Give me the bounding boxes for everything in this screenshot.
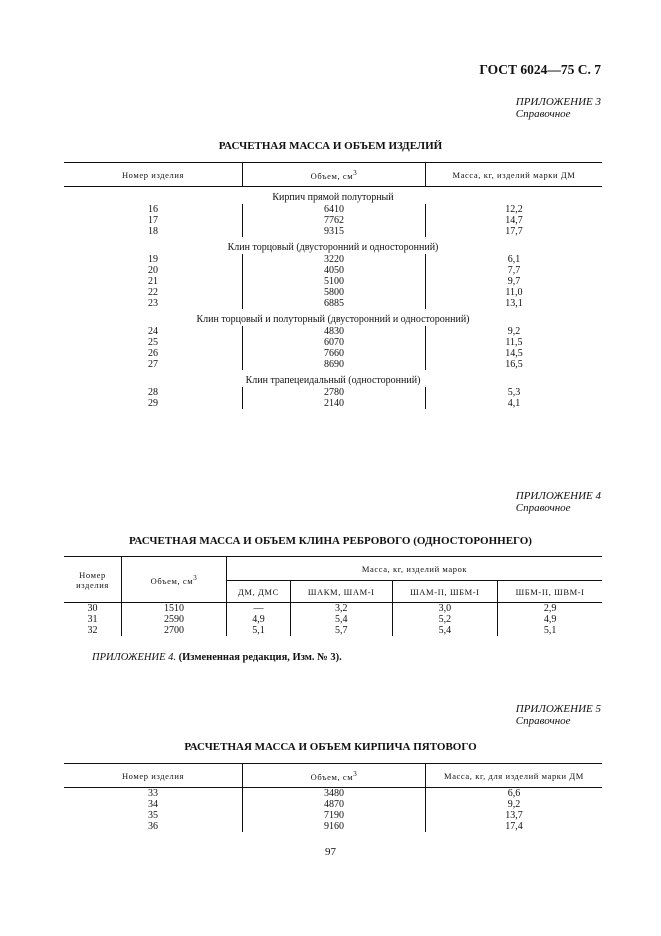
- cell-mass: 16,5: [426, 359, 603, 370]
- section-title: Клин торцовый и полуторный (двусторонний и односторонний): [196, 314, 470, 325]
- cell-mass: 5,3: [426, 387, 603, 398]
- cell-volume: 3220: [243, 254, 426, 265]
- cell-mass: 4,1: [426, 398, 603, 409]
- cell-volume: 6410: [243, 204, 426, 215]
- section-title: Кирпич прямой полуторный: [272, 192, 394, 203]
- cell-mass-shakm: 5,4: [290, 614, 392, 625]
- t5-col-mass: Масса, кг, для изделий марки ДМ: [426, 764, 603, 788]
- appendix3-title: РАСЧЕТНАЯ МАССА И ОБЪЕМ ИЗДЕЛИЙ: [218, 140, 443, 152]
- cell-number: 19: [148, 254, 158, 265]
- appendix4-label-block: [516, 490, 601, 514]
- cell-number: 26: [148, 348, 158, 359]
- table-row: [64, 788, 602, 800]
- t4-col-num: Номер изделия: [64, 557, 122, 603]
- cell-volume: 2590: [122, 614, 227, 625]
- appendix3-table: [64, 162, 602, 409]
- table-row: [64, 799, 602, 810]
- table-row: [64, 810, 602, 821]
- table-row: [64, 614, 602, 625]
- page-number: 97: [325, 846, 336, 858]
- cell-number: 35: [148, 810, 158, 821]
- section-header-row: [64, 309, 602, 326]
- t4-mark-3: ШБМ-II, ШВМ-I: [498, 581, 602, 603]
- cell-volume: 2700: [122, 625, 227, 636]
- cell-number: 25: [148, 337, 158, 348]
- t4-col-mass: Масса, кг, изделий марок: [227, 557, 603, 581]
- appendix4-label: ПРИЛОЖЕНИЕ 4: [515, 490, 601, 502]
- cell-mass: 6,1: [426, 254, 603, 265]
- cell-number: 29: [148, 398, 158, 409]
- cell-number: 16: [148, 204, 158, 215]
- cell-number: 17: [148, 215, 158, 226]
- t4-col-vol: Объем, $см^3$: [122, 557, 227, 603]
- cell-volume: 7762: [243, 215, 426, 226]
- table-row: [64, 326, 602, 337]
- cell-number: 18: [148, 226, 158, 237]
- cell-mass-sham2: 5,4: [392, 625, 498, 636]
- cell-number: 20: [148, 265, 158, 276]
- cell-mass: 9,2: [426, 326, 603, 337]
- cell-mass: 7,7: [426, 265, 603, 276]
- page-header: ГОСТ 6024—75 С. 7: [479, 62, 601, 77]
- cell-number: 23: [148, 298, 158, 309]
- table-row: [64, 387, 602, 398]
- table-row: [64, 287, 602, 298]
- cell-number: 33: [148, 788, 158, 799]
- section-header-row: [64, 237, 602, 254]
- cell-mass: 13,1: [426, 298, 603, 309]
- cell-number: 32: [87, 625, 98, 636]
- cell-volume: 5800: [243, 287, 426, 298]
- appendix4-sub: Справочное: [515, 502, 571, 514]
- cell-mass: 11,0: [426, 287, 603, 298]
- cell-number: 22: [148, 287, 158, 298]
- table-row: [64, 276, 602, 287]
- appendix4-note: [92, 652, 342, 663]
- t3-col-num: Номер изделия: [121, 169, 185, 180]
- table-row: [64, 348, 602, 359]
- cell-mass-sham2: 5,2: [392, 614, 498, 625]
- t5-col-num: Номер изделия: [121, 770, 185, 781]
- section-title: Клин торцовый (двусторонний и односторонний): [227, 242, 439, 253]
- table-row: [64, 226, 602, 237]
- cell-mass-shakm: 3,2: [290, 603, 392, 615]
- cell-mass-dm: —: [227, 603, 291, 615]
- section-header-row: [64, 370, 602, 387]
- t4-mark-1: ШАКМ, ШАМ-I: [290, 581, 392, 603]
- cell-volume: 9315: [243, 226, 426, 237]
- cell-volume: 4050: [243, 265, 426, 276]
- cell-volume: 4870: [243, 799, 426, 810]
- cell-volume: 4830: [243, 326, 426, 337]
- appendix5-label-block: [516, 703, 601, 727]
- cell-mass: 9,2: [426, 799, 603, 810]
- appendix3-sub: Справочное: [515, 108, 571, 120]
- appendix5-title: РАСЧЕТНАЯ МАССА И ОБЪЕМ КИРПИЧА ПЯТОВОГО: [184, 741, 477, 753]
- cell-mass-shakm: 5,7: [290, 625, 392, 636]
- t4-mark-2: ШАМ-II, ШБМ-I: [392, 581, 498, 603]
- appendix5-sub: Справочное: [515, 715, 571, 727]
- appendix3-label-block: [516, 96, 601, 120]
- cell-volume: 6070: [243, 337, 426, 348]
- table-row: [64, 254, 602, 265]
- section-header-row: [64, 187, 602, 205]
- appendix4-title: РАСЧЕТНАЯ МАССА И ОБЪЕМ КЛИНА РЕБРОВОГО (ОДНОСТОРОННЕГО): [129, 535, 532, 547]
- cell-mass-dm: 5,1: [227, 625, 291, 636]
- appendix4-note-bold: (Измененная редакция, Изм. № 3).: [178, 652, 342, 663]
- cell-volume: 7660: [243, 348, 426, 359]
- cell-number: 21: [148, 276, 158, 287]
- cell-mass-dm: 4,9: [227, 614, 291, 625]
- cell-volume: 9160: [243, 821, 426, 832]
- cell-number: 36: [148, 821, 158, 832]
- section-title: Клин трапецеидальный (односторонний): [245, 375, 421, 386]
- cell-mass: 14,5: [426, 348, 603, 359]
- cell-mass-shbm2: 2,9: [498, 603, 602, 615]
- cell-mass: 13,7: [426, 810, 603, 821]
- cell-volume: 1510: [122, 603, 227, 615]
- cell-mass: 9,7: [426, 276, 603, 287]
- cell-number: 34: [148, 799, 158, 810]
- cell-mass: 17,7: [426, 226, 603, 237]
- table-row: [64, 215, 602, 226]
- cell-number: 24: [148, 326, 158, 337]
- t3-col-mass: Масса, кг, изделий марки ДМ: [426, 163, 603, 187]
- cell-volume: 5100: [243, 276, 426, 287]
- t4-mark-0: ДМ, ДМС: [227, 581, 291, 603]
- cell-number: 28: [148, 387, 158, 398]
- appendix5-label: ПРИЛОЖЕНИЕ 5: [515, 703, 601, 715]
- table-row: [64, 337, 602, 348]
- cell-volume: 6885: [243, 298, 426, 309]
- cell-number: 30: [87, 603, 98, 614]
- table-row: [64, 298, 602, 309]
- cell-mass: 14,7: [426, 215, 603, 226]
- t3-col-vol: Объем, $см^3$: [243, 163, 426, 187]
- appendix3-label: ПРИЛОЖЕНИЕ 3: [515, 96, 601, 108]
- cell-mass: 6,6: [426, 788, 603, 800]
- cell-mass: 17,4: [426, 821, 603, 832]
- cell-volume: 2780: [243, 387, 426, 398]
- table-row: [64, 625, 602, 636]
- cell-volume: 2140: [243, 398, 426, 409]
- table-row: [64, 204, 602, 215]
- cell-mass-shbm2: 4,9: [498, 614, 602, 625]
- cell-mass-sham2: 3,0: [392, 603, 498, 615]
- appendix5-table: [64, 763, 602, 832]
- cell-mass: 11,5: [426, 337, 603, 348]
- cell-mass-shbm2: 5,1: [498, 625, 602, 636]
- cell-volume: 8690: [243, 359, 426, 370]
- appendix4-table: [64, 556, 602, 636]
- table-row: [64, 398, 602, 409]
- table-row: [64, 359, 602, 370]
- t5-col-vol: Объем, $см^3$: [243, 764, 426, 788]
- table-row: [64, 821, 602, 832]
- cell-volume: 7190: [243, 810, 426, 821]
- table-row: [64, 603, 602, 615]
- cell-number: 27: [148, 359, 158, 370]
- appendix4-note-italic: ПРИЛОЖЕНИЕ 4.: [92, 652, 176, 663]
- cell-mass: 12,2: [426, 204, 603, 215]
- cell-number: 31: [87, 614, 98, 625]
- table-row: [64, 265, 602, 276]
- cell-volume: 3480: [243, 788, 426, 800]
